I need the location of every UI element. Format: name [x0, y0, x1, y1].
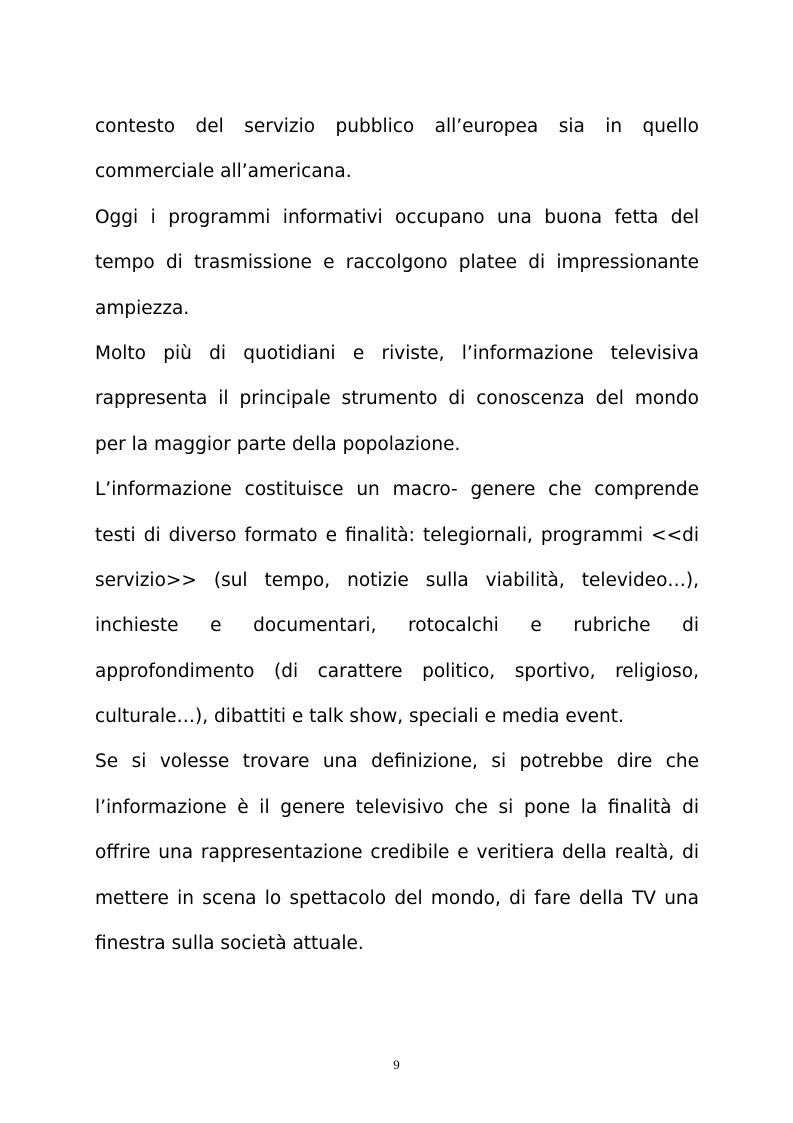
page-number: 9 — [393, 1057, 400, 1072]
text-line: contesto del servizio pubblico all’europea sia in quello — [95, 116, 699, 137]
text-line: testi di diverso formato e finalità: telegiornali, programmi <<di — [95, 524, 699, 546]
text-line: Oggi i programmi informativi occupano una buona fetta del — [95, 206, 699, 228]
text-line: l’informazione è il genere televisivo che si pone la finalità di — [95, 796, 699, 818]
text-line: approfondimento (di carattere politico, sportivo, religioso, — [95, 660, 699, 682]
text-line: culturale…), dibattiti e talk show, speciali e media event. — [95, 706, 624, 728]
text-line: offrire una rappresentazione credibile e veritiera della realtà, di — [95, 842, 699, 864]
text-line: rappresenta il principale strumento di conoscenza del mondo — [95, 388, 699, 410]
text-line: finestra sulla società attuale. — [95, 933, 364, 955]
text-line: ampiezza. — [95, 297, 190, 319]
text-line: servizio>> (sul tempo, notizie sulla viabilità, televideo…), — [95, 569, 699, 591]
text-line: inchieste e documentari, rotocalchi e rubriche di — [95, 615, 699, 637]
text-line: tempo di trasmissione e raccolgono platee di impressionante — [95, 252, 699, 274]
text-line: mettere in scena lo spettacolo del mondo, di fare della TV una — [95, 887, 699, 909]
text-line: Se si volesse trovare una definizione, si potrebbe dire che — [95, 751, 699, 773]
text-line: L’informazione costituisce un macro- genere che comprende — [95, 479, 699, 501]
text-line: commerciale all’americana. — [95, 161, 352, 183]
body-text — [95, 111, 699, 973]
text-line: per la maggior parte della popolazione. — [95, 433, 461, 455]
text-line: Molto più di quotidiani e riviste, l’informazione televisiva — [95, 342, 699, 364]
